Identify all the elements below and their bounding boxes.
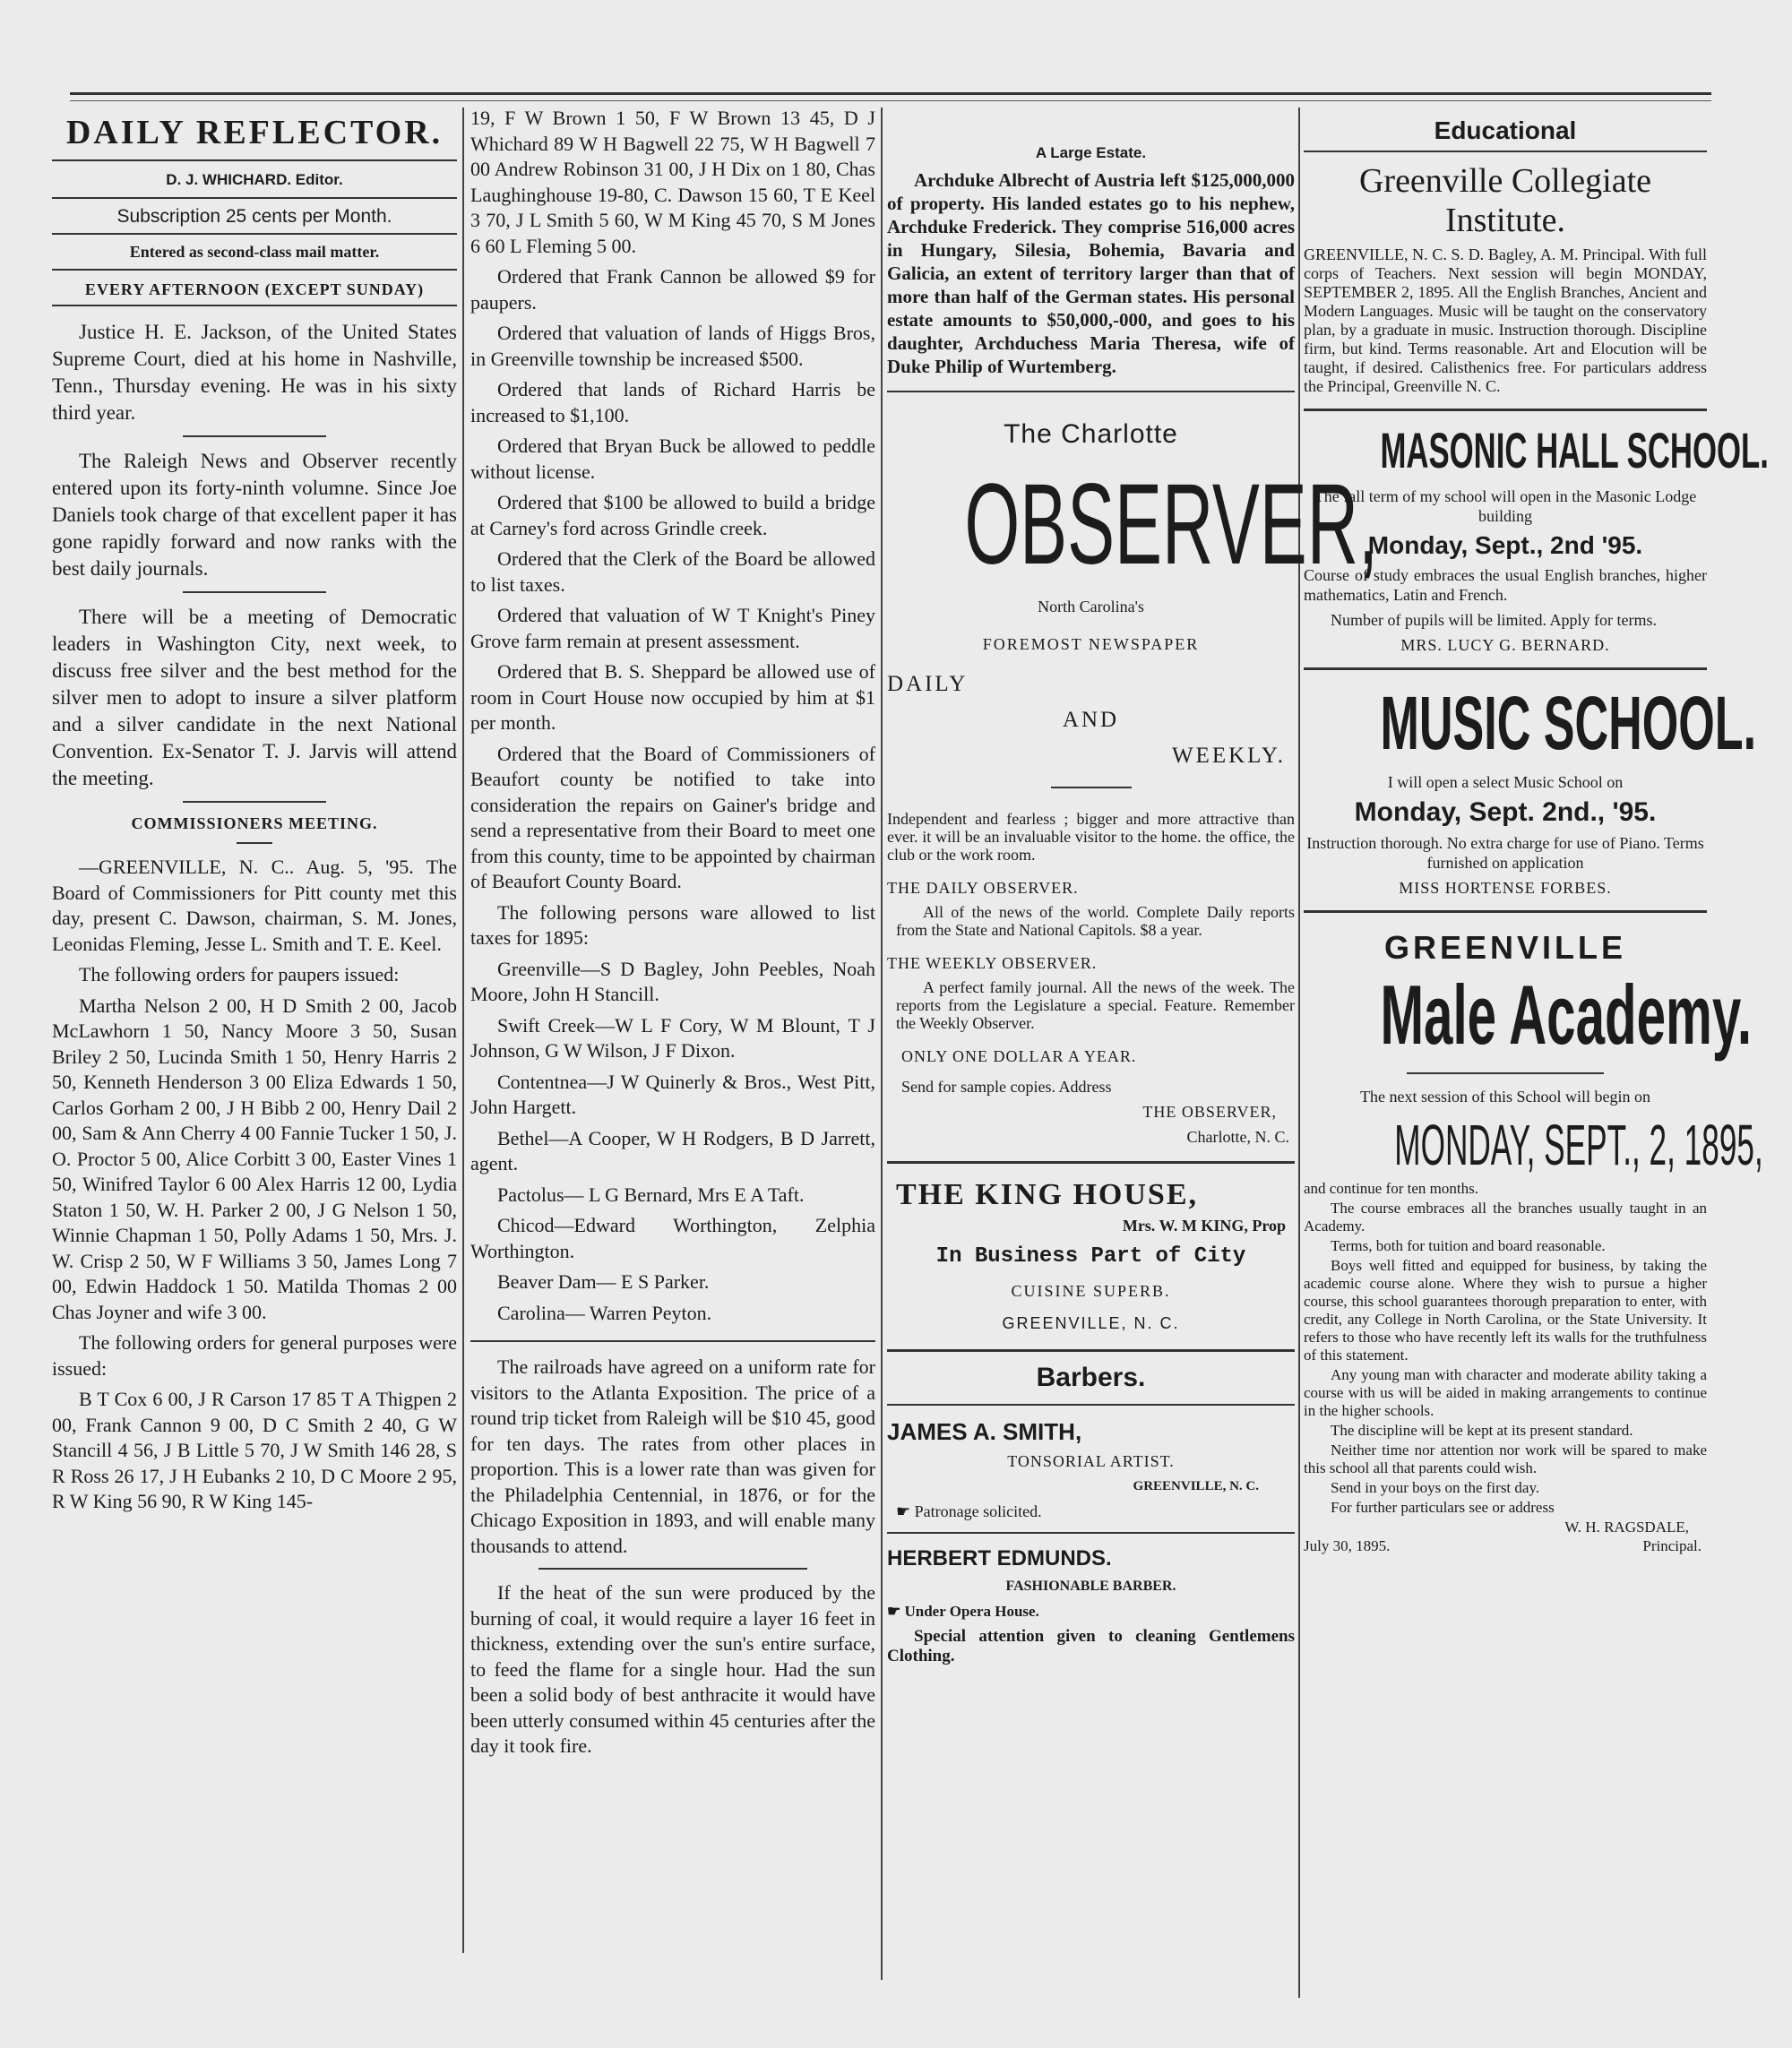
observer-nc: North Carolina's — [1038, 598, 1144, 615]
music-signature: MISS HORTENSE FORBES. — [1399, 879, 1612, 897]
tax-listers-intro: The following persons ware allowed to list taxes for 1895: — [470, 900, 875, 949]
king-house-prop: Mrs. W. M KING, Prop — [1122, 1217, 1286, 1235]
observer-address: THE OBSERVER, — [1142, 1103, 1277, 1121]
gma-date-box — [1304, 1113, 1763, 1177]
separator — [1407, 1072, 1604, 1074]
observer-weekly-heading: THE WEEKLY OBSERVER. — [887, 954, 1098, 972]
gma-p1: and continue for ten months. — [1304, 1180, 1478, 1197]
smith-patronage-text: Patronage solicited. — [914, 1502, 1042, 1520]
observer-name-box — [887, 460, 1379, 589]
masonic-title: MASONIC HALL SCHOOL. — [1380, 422, 1769, 478]
gma-title: Male Academy. — [1380, 968, 1753, 1062]
observer-ad — [887, 419, 1379, 1147]
masonic-date: Monday, Sept., 2nd '95. — [1367, 531, 1643, 559]
paupers-intro: The following orders for paupers issued: — [79, 963, 400, 985]
separator — [1051, 787, 1132, 788]
smith-patronage — [887, 1502, 1295, 1521]
king-house-city: GREENVILLE, N. C. — [1002, 1314, 1180, 1332]
observer-dollar: ONLY ONE DOLLAR A YEAR. — [901, 1047, 1137, 1065]
rule — [52, 305, 457, 306]
separator — [538, 1568, 807, 1570]
edmunds-title: FASHIONABLE BARBER. — [1005, 1579, 1176, 1594]
gma-p2: The course embraces all the branches usually taught in an Academy. — [1304, 1200, 1707, 1235]
commissioners-intro: —GREENVILLE, N. C.. Aug. 5, '95. The Board of Commissioners for Pitt county met this day, present C. Dawson, chairman, S. M. Jones, Leonidas Fleming, Jesse L. Smith and T. E. Keel. — [52, 856, 457, 955]
order-bridge: Ordered that $100 be allowed to build a bridge at Carney's ford across Grindle creek. — [470, 491, 875, 539]
rule — [887, 1532, 1295, 1534]
tax-lister-swift-creek: Swift Creek—W L F Cory, W M Blount, T J Johnson, G W Wilson, J F Dixon. — [470, 1013, 875, 1062]
order-beaufort: Ordered that the Board of Commissioners of Beaufort county be notified to take into consideration the repairs on Gainer's bridge and send a representative from their Board to meet one from this county, time to be appointed by chairman of Beaufort County Board. — [470, 742, 875, 892]
observer-send: Send for sample copies. Address — [901, 1078, 1112, 1096]
pointing-hand-icon: ☛ — [887, 1603, 905, 1620]
observer-daily-heading: THE DAILY OBSERVER. — [887, 879, 1079, 897]
rule — [887, 1349, 1295, 1352]
column-divider-2 — [881, 108, 883, 1980]
rule — [52, 269, 457, 271]
observer-daily-text: All of the news of the world. Complete Daily reports from the State and National Capitols. $8 a year. — [896, 903, 1295, 939]
column-1 — [52, 106, 457, 2030]
music-date: Monday, Sept. 2nd., '95. — [1354, 797, 1657, 827]
gma-sign-row — [1304, 1536, 1707, 1556]
masthead: DAILY REFLECTOR. — [65, 114, 444, 151]
rule — [470, 1340, 875, 1342]
edmunds-ad — [887, 1546, 1295, 1666]
barbers-heading: Barbers. — [1036, 1363, 1146, 1392]
editor-line: D. J. WHICHARD. Editor. — [166, 171, 343, 188]
music-title-box — [1304, 681, 1757, 765]
order-buck: Ordered that Bryan Buck be allowed to peddle without license. — [470, 435, 875, 483]
gma-date-signed: July 30, 1895. — [1304, 1537, 1391, 1554]
observer-the: The Charlotte — [1004, 419, 1178, 449]
edmunds-name: HERBERT EDMUNDS. — [887, 1546, 1112, 1570]
observer-foremost: FOREMOST NEWSPAPER — [982, 635, 1200, 653]
article-sun-heat: If the heat of the sun were produced by the burning of coal, it would require a layer 16 feet in thickness, extending over the sun's entire surface, to feed the flame for a single hour. Had the sun been a solid body of best anthracite it would have been utterly consumed within 45 centuries after the day it took fire. — [470, 1581, 875, 1757]
gci-text: GREENVILLE, N. C. S. D. Bagley, A. M. Principal. With full corps of Teachers. Next session will begin MONDAY, SEPTEMBER 2, 1895. All the English Branches, Ancient and Modern Languages. Music will be taught on the conservatory plan, by a graduate in music. Instruction thorough. Discipline firm, but kind. Terms reasonable. Art and Elocution will be taught, if desired. Calisthenics free. For particulars address the Principal, Greenville N. C. — [1304, 245, 1707, 395]
rule — [1304, 667, 1707, 670]
gma-p3: Terms, both for tuition and board reasonable. — [1331, 1237, 1606, 1254]
order-clerk: Ordered that the Clerk of the Board be allowed to list taxes. — [470, 547, 875, 596]
order-cannon: Ordered that Frank Cannon be allowed $9 for paupers. — [470, 265, 875, 314]
masonic-title-box — [1304, 422, 1769, 478]
smith-title: TONSORIAL ARTIST. — [1007, 1452, 1175, 1470]
gma-date: MONDAY, SEPT., 2, 1895, — [1394, 1113, 1763, 1177]
masonic-signature: MRS. LUCY G. BERNARD. — [1400, 636, 1610, 654]
separator — [183, 435, 326, 437]
article-railroads: The railroads have agreed on a uniform rate for visitors to the Atlanta Exposition. The price of a round trip ticket from Raleigh will be $10 45, good for ten days. The rates from other places in proportion. This is a lower rate than was given for the Philadelphia Centennial, in 1876, or for the Chicago Exposition in 1893, and will enable many thousands to attend. — [470, 1355, 875, 1557]
smith-ad — [887, 1418, 1295, 1521]
tax-lister-carolina: Carolina— Warren Peyton. — [497, 1301, 712, 1324]
masonic-text-2: Course of study embraces the usual English branches, higher mathematics, Latin and French. — [1304, 566, 1707, 604]
tax-lister-bethel: Bethel—A Cooper, W H Rodgers, B D Jarrett, agent. — [470, 1126, 875, 1175]
observer-city: Charlotte, N. C. — [1186, 1128, 1289, 1146]
article-news-observer: The Raleigh News and Observer recently entered upon its forty-ninth volumne. Since Joe Daniels took charge of that excellent paper it has gone rapidly forward and now ranks with the best daily journals. — [52, 450, 457, 580]
gma-p9: For further particulars see or address — [1331, 1499, 1555, 1516]
column-divider-1 — [462, 108, 464, 1953]
king-house-name: THE KING HOUSE, — [896, 1178, 1199, 1211]
order-higgs: Ordered that valuation of lands of Higgs Bros, in Greenville township be increased $500. — [470, 322, 875, 370]
order-knight: Ordered that valuation of W T Knight's Piney Grove farm remain at present assessment. — [470, 604, 875, 652]
observer-weekly-text: A perfect family journal. All the news of the week. The reports from the Legislature a special. Feature. Remember the Weekly Observer. — [896, 978, 1295, 1032]
edmunds-text: Special attention given to cleaning Gentlemens Clothing. — [887, 1627, 1295, 1665]
separator — [183, 801, 326, 803]
rule — [1304, 151, 1707, 152]
separator — [237, 842, 272, 844]
music-text-2: Instruction thorough. No extra charge for use of Piano. Terms furnished on application — [1306, 834, 1704, 872]
king-house-location: In Business Part of City — [935, 1244, 1246, 1269]
top-rule — [70, 92, 1711, 95]
column-divider-3 — [1298, 108, 1300, 1998]
schedule-line: EVERY AFTERNOON (EXCEPT SUNDAY) — [84, 280, 425, 298]
gma-p5: Any young man with character and moderate ability taking a course with us will be aided in making arrangements to continue in the higher schools. — [1304, 1366, 1707, 1419]
separator — [183, 591, 326, 593]
column-4 — [1304, 106, 1769, 2030]
column-2 — [470, 106, 875, 2030]
king-house-cuisine: CUISINE SUPERB. — [1011, 1282, 1171, 1300]
educational-heading: Educational — [1434, 116, 1577, 144]
gma-p8: Send in your boys on the first day. — [1331, 1479, 1540, 1496]
masonic-text-3: Number of pupils will be limited. Apply for terms. — [1331, 611, 1657, 629]
smith-name: JAMES A. SMITH, — [887, 1418, 1082, 1445]
tax-lister-chicod: Chicod—Edward Worthington, Zelphia Worthington. — [470, 1214, 875, 1262]
article-silver-meeting: There will be a meeting of Democratic leaders in Washington City, next week, to discuss free silver and the best method for the silver men to adopt to insure a silver platform and a silver candidate in the next National Convention. Ex-Senator T. J. Jarvis will attend the meeting. — [52, 606, 457, 789]
gma-next-session: The next session of this School will begin on — [1360, 1088, 1650, 1106]
top-rule-thin — [70, 100, 1711, 101]
observer-weekly: WEEKLY. — [1171, 744, 1286, 768]
gma-greenville: GREENVILLE — [1383, 929, 1627, 966]
edmunds-location-text: Under Opera House. — [904, 1603, 1039, 1620]
rule — [1304, 910, 1707, 913]
pointing-hand-icon: ☛ — [896, 1502, 915, 1520]
subscription-line: Subscription 25 cents per Month. — [116, 206, 392, 227]
tax-lister-contentnea: Contentnea—J W Quinerly & Bros., West Pitt, John Hargett. — [470, 1070, 875, 1118]
order-harris: Ordered that lands of Richard Harris be increased to $1,100. — [470, 378, 875, 426]
rule — [52, 197, 457, 199]
tax-lister-greenville: Greenville—S D Bagley, John Peebles, Noah Moore, John H Stancill. — [470, 957, 875, 1005]
gma-signature: W. H. RAGSDALE, — [1564, 1519, 1689, 1536]
rule — [1304, 409, 1707, 411]
observer-daily: DAILY — [887, 672, 969, 696]
king-house-ad — [887, 1178, 1295, 1333]
rule — [887, 1161, 1295, 1164]
observer-independent: Independent and fearless ; bigger and more attractive than ever. it will be an invaluable visitor to the home. the office, the club or the work room. — [887, 810, 1295, 864]
music-title: MUSIC SCHOOL. — [1380, 681, 1757, 765]
entered-line: Entered as second-class mail matter. — [129, 243, 380, 261]
rule — [52, 233, 457, 235]
commissioners-heading: COMMISSIONERS MEETING. — [131, 814, 378, 832]
masonic-text-1: The fall term of my school will open in the Masonic Lodge building — [1314, 487, 1697, 525]
smith-city: GREENVILLE, N. C. — [1133, 1479, 1259, 1493]
gci-title: Greenville Collegiate Institute. — [1358, 162, 1652, 239]
paupers-list: Martha Nelson 2 00, H D Smith 2 00, Jacob McLawhorn 1 50, Nancy Moore 3 50, Susan Briley 2 50, Lucinda Smith 1 50, Henry Harris 2 50, Kenneth Henderson 3 00 Eliza Edwards 1 50, Carlos Gorham 2 00, J H Bibb 2 00, Henry Dail 2 00, Sam & Ann Cherry 4 00 Fannie Tucker 1 50, J. O. Proctor 5 00, Alice Corbitt 3 00, Easter Vines 1 50, Winifred Taylor 6 00 Alex Harris 12 00, Lydia Staton 1 50, W. H. Parker 2 00, J G Nelson 1 50, Winnie Chapman 1 50, Polly Adams 1 50, Mrs. J. W. Crisp 2 50, W F Williams 3 50, James Long 7 00, Edwin Haddock 1 50. Matilda Thomas 2 00 Chas Joyner and wife 3 00. — [52, 994, 457, 1323]
observer-and: AND — [1062, 708, 1120, 732]
gma-p6: The discipline will be kept at its present standard. — [1331, 1422, 1633, 1439]
gma-principal: Principal. — [1642, 1537, 1702, 1554]
observer-name: OBSERVER, — [964, 460, 1379, 589]
gma-p7: Neither time nor attention nor work will be spared to make this school all that parents could wish. — [1304, 1441, 1707, 1476]
rule — [887, 1404, 1295, 1406]
masthead-rule — [52, 159, 457, 161]
gma-title-box — [1304, 968, 1753, 1062]
general-intro: The following orders for general purposes were issued: — [52, 1331, 457, 1380]
tax-lister-pactolus: Pactolus— L G Bernard, Mrs E A Taft. — [497, 1183, 805, 1206]
rule — [887, 391, 1295, 392]
gma-p4: Boys well fitted and equipped for business, by taking the academic course alone. Where they wish to pursue a higher course, this school guarantees thorough preparation to enter, with credit, any College in North Carolina, or the State University. It refers to those who have recently left its walls for the truthfulness of this statement. — [1304, 1257, 1707, 1364]
general-list-cont: 19, F W Brown 1 50, F W Brown 13 45, D J Whichard 89 W H Bagwell 22 75, W H Bagwell 7 00 Andrew Robinson 31 00, J H Dix on 1 80, Chas Laughinghouse 19-80, C. Dawson 15 60, T E Keel 3 70, J L Smith 5 60, W M King 45 70, S M Jones 6 60 L Fleming 5 00. — [470, 107, 875, 257]
music-text-1: I will open a select Music School on — [1387, 773, 1624, 791]
tax-lister-beaver-dam: Beaver Dam— E S Parker. — [497, 1270, 710, 1293]
estate-text: Archduke Albrecht of Austria left $125,000,000 of property. His landed estates go to his nephew, Archduke Frederick. They comprise 516,000 acres in Hungary, Silesia, Bohemia, Bavaria and Galicia, an extent of territory larger than that of more than half of the German states. His personal estate amounts to $50,000,-000, and goes to his daughter, Archduchess Maria Theresa, wife of Duke Philip of Wurtemberg. — [887, 169, 1295, 377]
edmunds-location — [887, 1602, 1295, 1622]
estate-heading: A Large Estate. — [1035, 144, 1147, 161]
general-list: B T Cox 6 00, J R Carson 17 85 T A Thigpen 2 00, Frank Cannon 9 00, D C Smith 2 40, G W Stancill 4 56, J B Little 5 70, J W Smith 146 28, S R Ross 26 17, J H Eubanks 2 10, D C Moore 2 95, R W King 56 90, R W King 145- — [52, 1388, 457, 1512]
article-jackson: Justice H. E. Jackson, of the United States Supreme Court, died at his home in Nashville, Tenn., Thursday evening. He was in his sixty third year. — [52, 321, 457, 424]
order-sheppard: Ordered that B. S. Sheppard be allowed use of room in Court House now occupied by him at $1 per month. — [470, 660, 875, 734]
